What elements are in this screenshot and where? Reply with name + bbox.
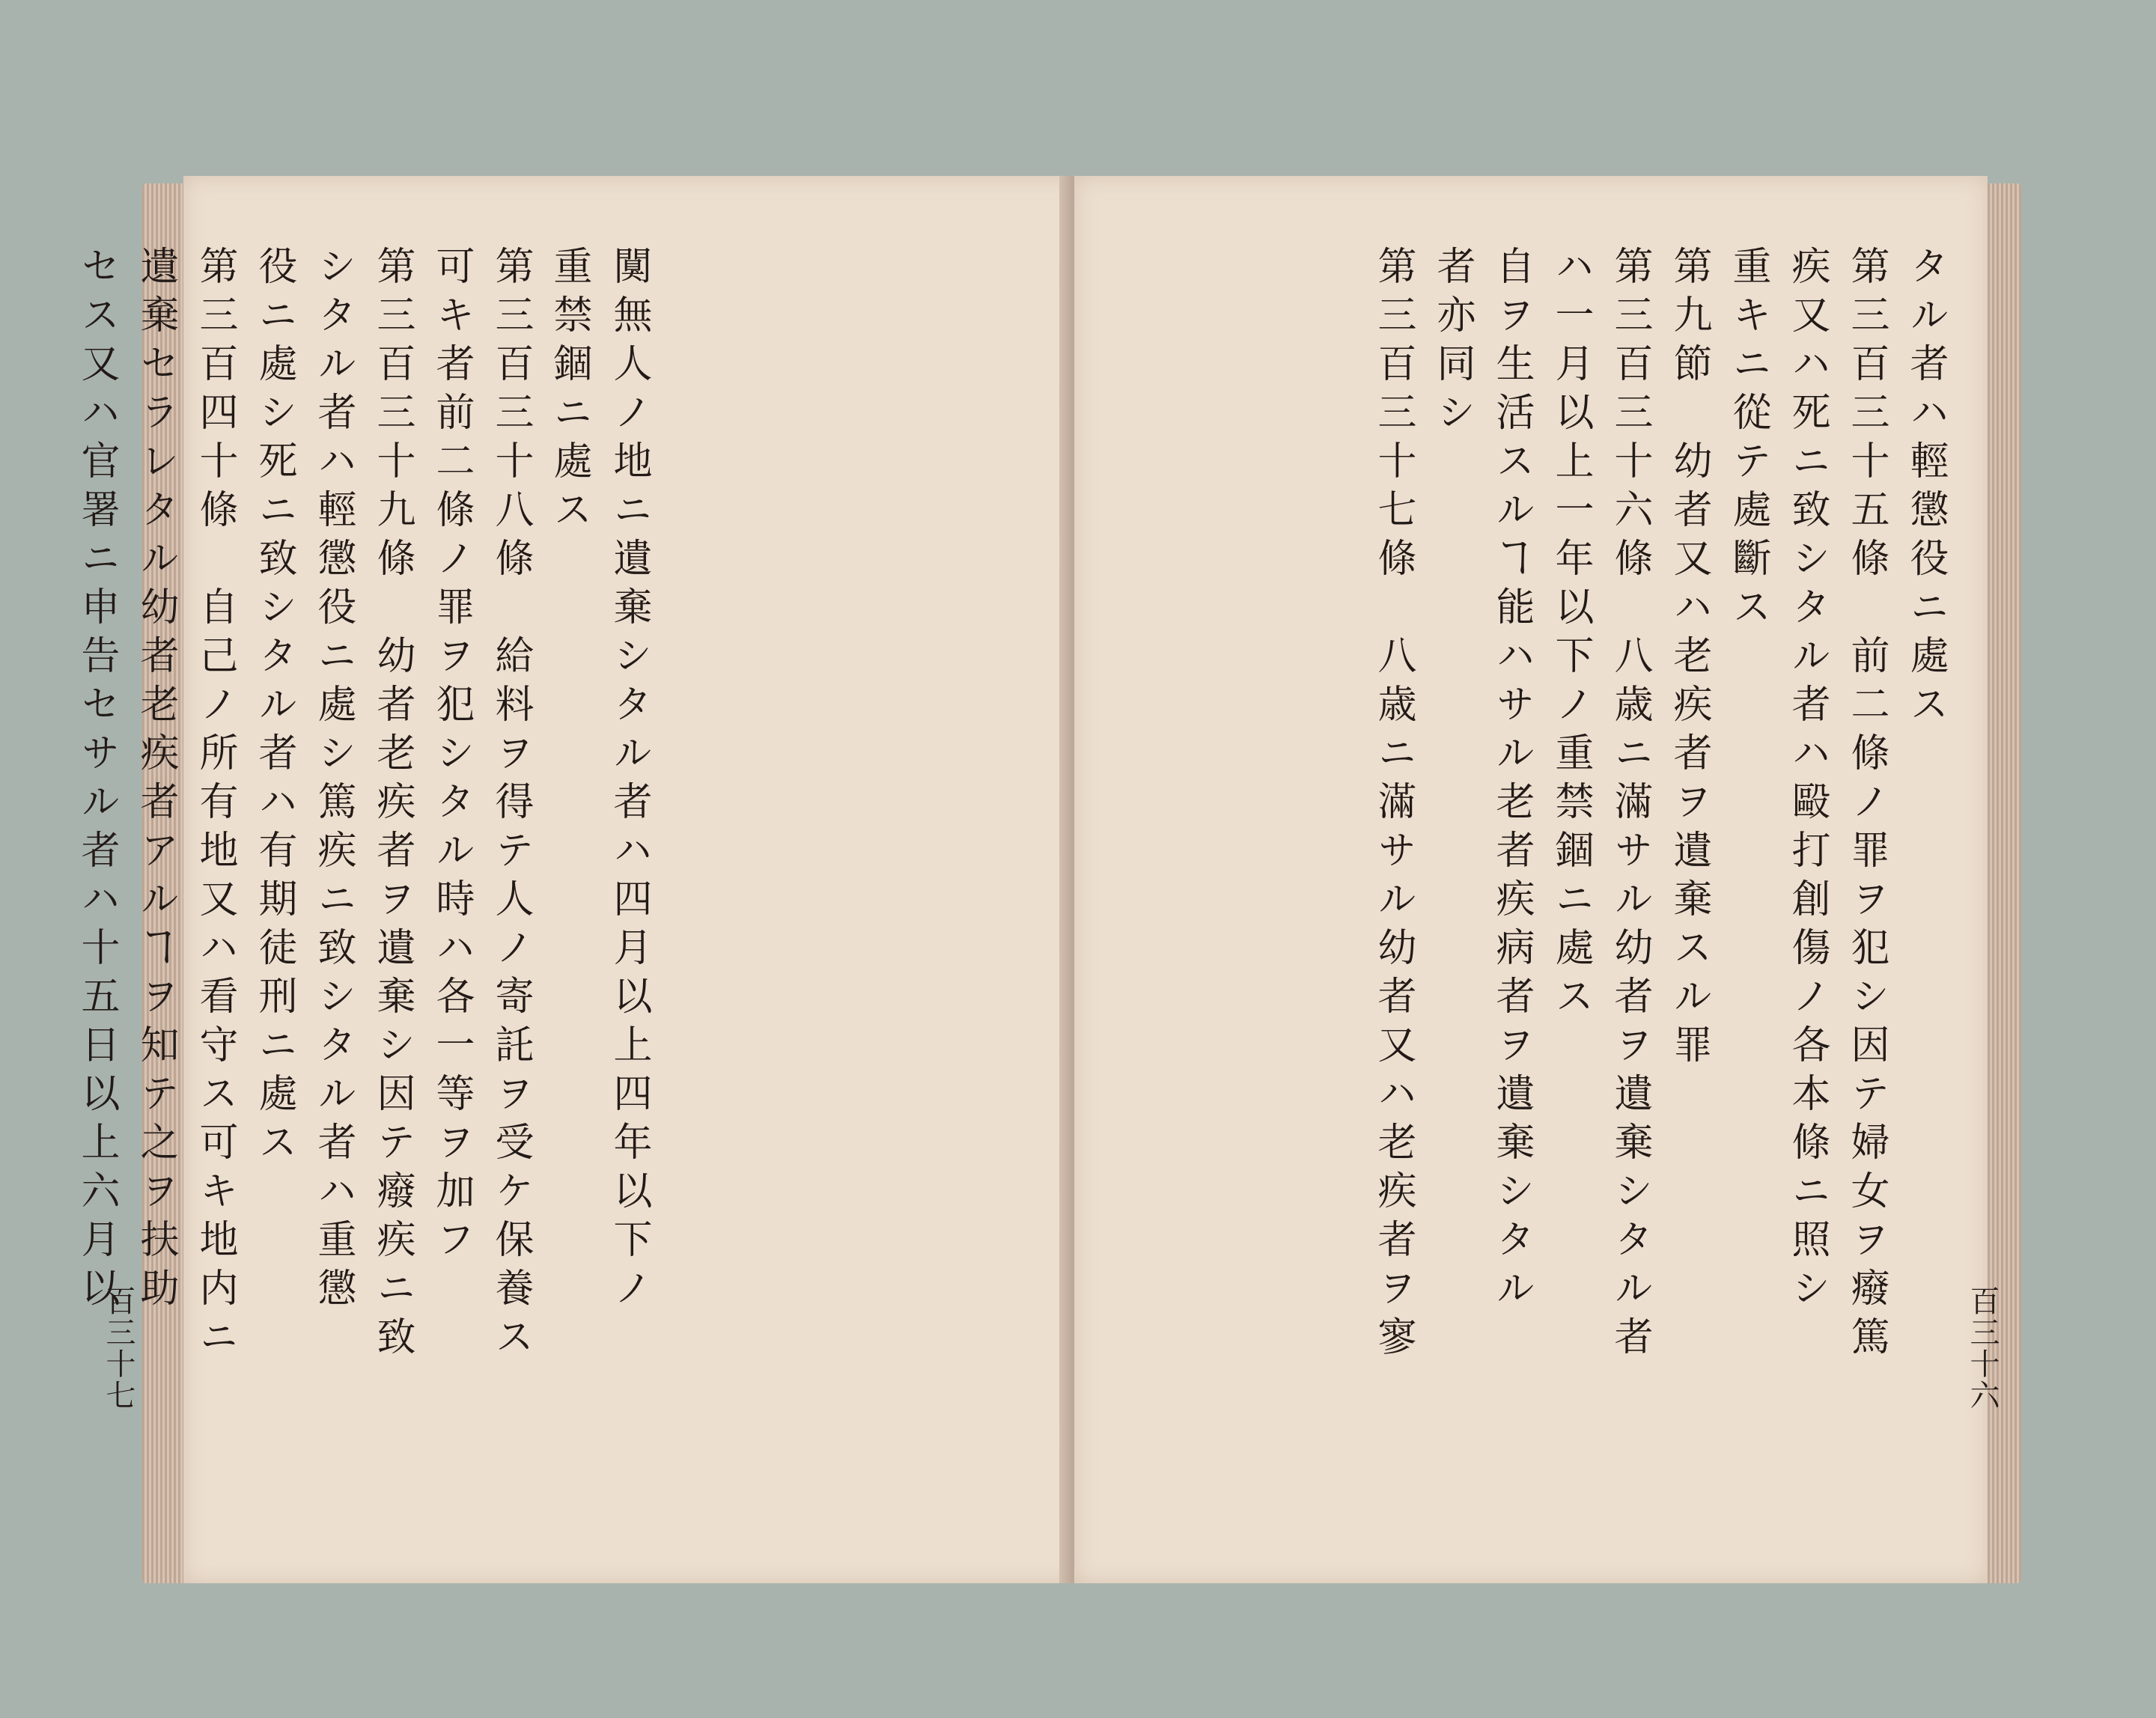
text-line: 者亦同シ	[1430, 246, 1475, 440]
text-line: 役ニ處シ死ニ致シタル者ハ有期徒刑ニ處ス	[252, 246, 296, 1170]
text-line: セス又ハ官署ニ申告セサル者ハ十五日以上六月以	[74, 246, 119, 1316]
text-line: 第三百三十八條 給料ヲ得テ人ノ寄託ヲ受ケ保養ス	[488, 246, 533, 1365]
text-line: ハ一月以上一年以下ノ重禁錮ニ處ス	[1548, 246, 1593, 1024]
text-line: 第九節 幼者又ハ老疾者ヲ遺棄スル罪	[1666, 246, 1711, 1073]
text-line: 自ヲ生活スルヿ能ハサル老者疾病者ヲ遺棄シタル	[1489, 246, 1534, 1316]
text-line: 重キニ從テ處斷ス	[1726, 246, 1770, 635]
open-book	[74, 176, 2021, 1598]
page-number: 百三十七	[101, 1285, 135, 1411]
text-line: 闃無人ノ地ニ遺棄シタル者ハ四月以上四年以下ノ	[606, 246, 651, 1316]
text-line: シタル者ハ輕懲役ニ處シ篤疾ニ致シタル者ハ重懲	[311, 246, 356, 1316]
text-line: 第三百三十六條 八歳ニ滿サル幼者ヲ遺棄シタル者	[1607, 246, 1652, 1365]
right-page	[1074, 176, 2000, 1583]
text-line: 第三百三十七條 八歳ニ滿サル幼者又ハ老疾者ヲ寥	[1371, 246, 1416, 1365]
page-number: 百三十六	[1965, 1285, 2000, 1411]
text-line: 重禁錮ニ處ス	[546, 246, 591, 537]
text-line: 第三百四十條 自己ノ所有地又ハ看守ス可キ地内ニ	[192, 246, 237, 1365]
text-line: 遺棄セラレタル幼者老疾者アルヿヲ知テ之ヲ扶助	[133, 246, 178, 1316]
text-line: タル者ハ輕懲役ニ處ス	[1903, 246, 1948, 732]
text-line: 可キ者前二條ノ罪ヲ犯シタル時ハ各一等ヲ加フ	[429, 246, 474, 1267]
text-line: 第三百三十五條 前二條ノ罪ヲ犯シ因テ婦女ヲ癈篤	[1844, 246, 1889, 1365]
text-line: 疾又ハ死ニ致シタル者ハ毆打創傷ノ各本條ニ照シ	[1785, 246, 1830, 1316]
text-line: 第三百三十九條 幼者老疾者ヲ遺棄シ因テ癈疾ニ致	[370, 246, 415, 1365]
left-page	[74, 176, 1097, 1583]
